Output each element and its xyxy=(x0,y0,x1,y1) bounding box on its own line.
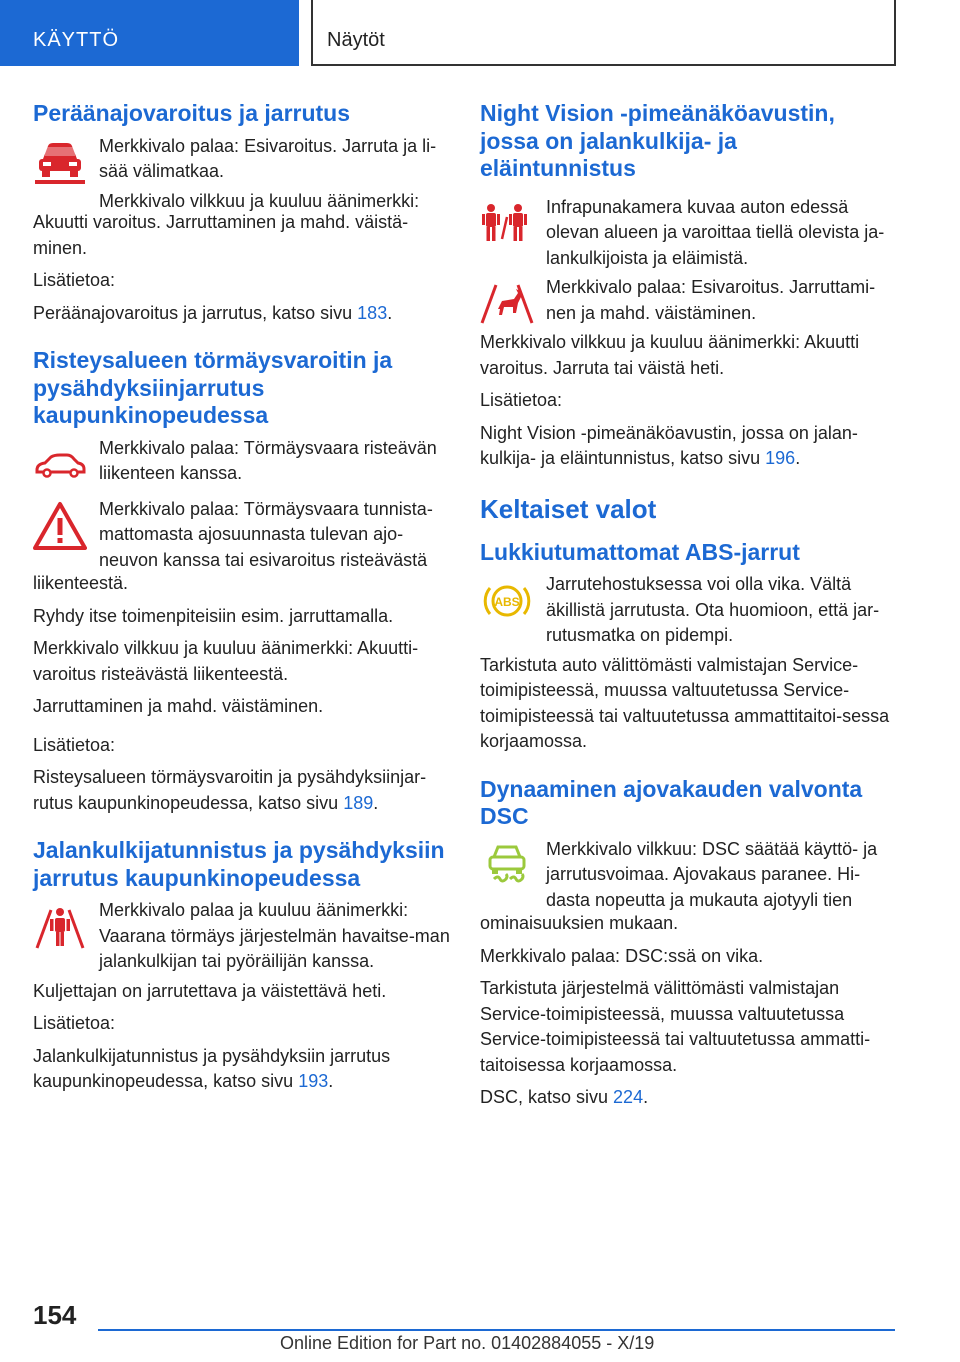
dsc-text-1b: ominaisuuksien mukaan. xyxy=(480,913,679,933)
abs-text-2: Tarkistuta auto välittömästi valmistajan Service-toimipisteessä, muussa valtuutetussa Service-toimipisteessä tai valtuutetussa ammattitaitoi-sessa korjaamossa. xyxy=(480,654,890,751)
crossing-text-5: Jarruttaminen ja mahd. väistäminen. xyxy=(33,696,324,716)
dsc-ref: DSC, katso sivu 224. xyxy=(480,1087,649,1107)
footer-divider xyxy=(98,1329,895,1331)
rear-collision-more: Lisätietoa: xyxy=(33,270,116,290)
rear-collision-ref: Peräänajovaroitus ja jarrutus, katso sivu 183. xyxy=(33,302,393,323)
heading-abs: Lukkiutumattomat ABS-jarrut xyxy=(480,538,800,565)
section-tab[interactable] xyxy=(0,0,299,66)
footer-edition: Online Edition for Part no. 01402884055 - X/19 xyxy=(280,1333,655,1353)
left-column xyxy=(33,100,453,1102)
pedestrian-text-1: Merkkivalo palaa ja kuuluu äänimerkki: Vaarana törmäys järjestelmän havaitse-man jalankulkijan tai pyöräilijän kanssa. xyxy=(99,900,450,971)
page-link-189[interactable]: 189 xyxy=(343,792,374,813)
page-header xyxy=(0,0,960,66)
night-vision-more: Lisätietoa: xyxy=(480,390,563,410)
rear-collision-text-1: Merkkivalo palaa: Esivaroitus. Jarruta ja li-sää välimatkaa. xyxy=(99,135,437,181)
rear-collision-text-2a: Merkkivalo vilkkuu ja kuuluu äänimerkki: xyxy=(99,190,420,211)
pedestrian-text-2: Kuljettajan on jarrutettava ja väistettävä heti. xyxy=(33,980,387,1001)
heading-night-vision: Night Vision -pimeänäköavustin, jossa on jalankulkija- ja eläintunnistus xyxy=(480,100,835,181)
crossing-row-1 xyxy=(33,436,453,487)
night-vision-text-2: Merkkivalo palaa: Esivaroitus. Jarruttami-nen ja mahd. väistäminen. xyxy=(546,277,876,323)
page-number: 154 xyxy=(33,1300,77,1330)
heading-crossing-traffic: Risteysalueen törmäysvaroitin ja pysähdyksiinjarrutus kaupunkinopeudessa xyxy=(33,347,393,428)
page-link-183[interactable]: 183 xyxy=(357,302,388,323)
dsc-row xyxy=(480,837,898,914)
page-link-196[interactable]: 196 xyxy=(765,448,796,468)
heading-dsc: Dynaaminen ajovakauden valvonta DSC xyxy=(480,775,863,829)
night-vision-text-1: Infrapunakamera kuvaa auton edessä olevan alueen ja varoittaa tiellä olevista ja-lankulkijoista ja eläimistä. xyxy=(546,196,885,268)
warning-triangle-icon xyxy=(33,501,87,551)
night-vision-text-3: Merkkivalo vilkkuu ja kuuluu äänimerkki: Akuutti varoitus. Jarruta tai väistä heti. xyxy=(480,332,860,378)
crossing-ref: Risteysalueen törmäysvaroitin ja pysähdyksiinjar-rutus kaupunkinopeudessa, katso sivu 189. xyxy=(33,767,427,813)
abs-text-1: Jarrutehostuksessa voi olla vika. Vältä äkillistä jarrutusta. Ota huomioon, että jar-rutusmatka on pidempi. xyxy=(546,574,880,645)
section-tab-label: KÄYTTÖ xyxy=(33,29,120,51)
rear-collision-row xyxy=(33,134,453,215)
car-front-warning-icon xyxy=(33,138,87,188)
chapter-tab[interactable] xyxy=(311,0,896,66)
dsc-text-2: Merkkivalo palaa: DSC:ssä on vika. xyxy=(480,945,764,966)
pedestrians-icon xyxy=(480,199,534,249)
crossing-row-2 xyxy=(33,497,453,574)
pedestrian-warning-icon xyxy=(33,902,87,952)
pedestrian-row xyxy=(33,898,453,975)
rear-collision-text-2b: Akuutti varoitus. Jarruttaminen ja mahd. väistä-minen. xyxy=(33,212,409,258)
heading-yellow-lights: Keltaiset valot xyxy=(480,493,657,524)
pedestrian-ref: Jalankulkijatunnistus ja pysähdyksiin jarrutus kaupunkinopeudessa, katso sivu 193. xyxy=(33,1045,391,1091)
night-vision-row-2 xyxy=(480,275,898,326)
crossing-text-2a: Merkkivalo palaa: Törmäysvaara tunnista-mattomasta ajosuunnasta tulevan ajo-neuvon kanssa tai esivaroitus risteävästä xyxy=(99,498,433,570)
crossing-more: Lisätietoa: xyxy=(33,734,116,755)
chapter-tab-label: Näytöt xyxy=(327,29,385,51)
crossing-text-3: Ryhdy itse toimenpiteisiin esim. jarruttamalla. xyxy=(33,605,394,626)
crossing-text-2b: liikenteestä. xyxy=(33,573,129,593)
page-link-224[interactable]: 224 xyxy=(613,1087,644,1107)
heading-pedestrian: Jalankulkijatunnistus ja pysähdyksiin jarrutus kaupunkinopeudessa xyxy=(33,837,445,891)
page-link-193[interactable]: 193 xyxy=(298,1071,329,1091)
right-column xyxy=(480,100,898,1118)
heading-rear-collision: Peräänajovaroitus ja jarrutus xyxy=(33,100,351,126)
svg-text:ABS: ABS xyxy=(494,595,520,609)
crossing-text-1: Merkkivalo palaa: Törmäysvaara risteävän liikenteen kanssa. xyxy=(99,437,437,483)
crossing-text-4: Merkkivalo vilkkuu ja kuuluu äänimerkki: Akuutti-varoitus risteävästä liikenteestä. xyxy=(33,638,419,684)
night-vision-row-1 xyxy=(480,195,898,272)
night-vision-ref: Night Vision -pimeänäköavustin, jossa on jalan-kulkija- ja eläintunnistus, katso sivu 196. xyxy=(480,422,858,468)
dsc-text-3: Tarkistuta järjestelmä välittömästi valmistajan Service-toimipisteessä, muussa valtuutetussa Service-toimipisteessä tai valtuutetussa ammatti-taitoisessa korjaamossa. xyxy=(480,978,871,1075)
animal-warning-icon xyxy=(480,279,534,329)
dsc-skid-icon xyxy=(480,841,534,891)
dsc-text-1a: Merkkivalo vilkkuu: DSC säätää käyttö- ja jarrutusvoimaa. Ajovakaus paranee. Hi-dasta nopeutta ja mukauta ajotyyli tien xyxy=(546,838,878,910)
abs-row xyxy=(480,572,898,649)
car-side-icon xyxy=(33,440,87,490)
pedestrian-more: Lisätietoa: xyxy=(33,1013,116,1033)
abs-icon xyxy=(480,576,534,626)
